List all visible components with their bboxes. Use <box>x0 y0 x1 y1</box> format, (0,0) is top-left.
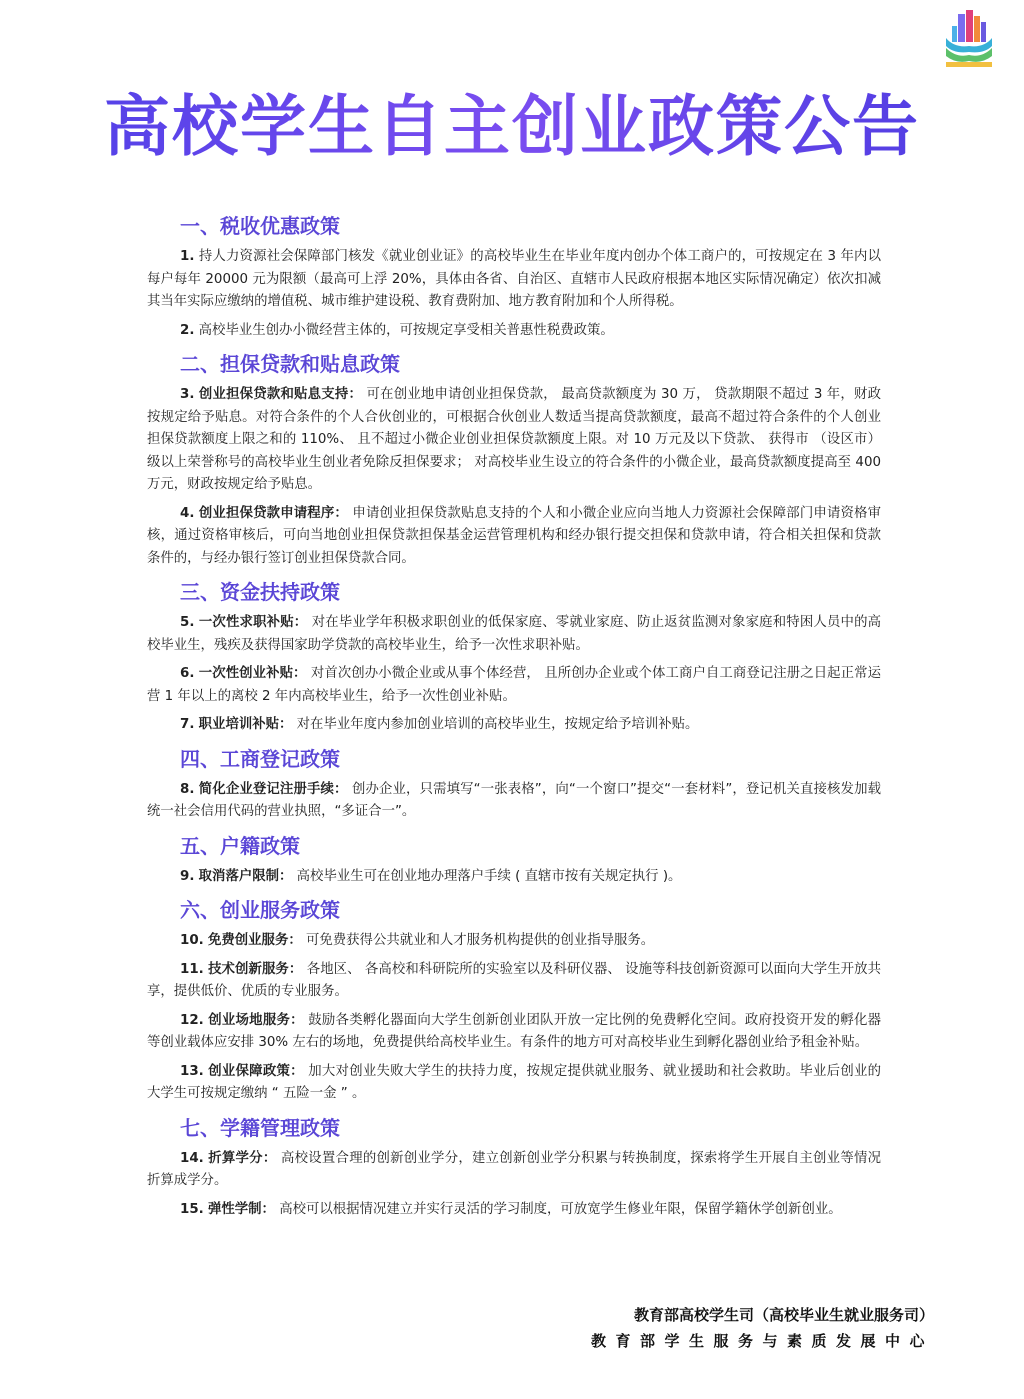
policy-section <box>147 350 881 570</box>
policy-item <box>147 384 881 497</box>
item-text: 申请创业担保贷款贴息支持的个人和小微企业应向当地人力资源社会保障部门申请资格审核，通过资格审核后，可向当地创业担保贷款担保基金运营管理机构和经办银行提交担保和贷款申请，符合相关担保和贷款条件的，与经办银行签订创业担保贷款合同。 <box>147 505 882 566</box>
item-lead: 创业场地服务： <box>208 1012 304 1028</box>
item-number: 15. <box>180 1201 204 1217</box>
item-lead: 创业担保贷款申请程序： <box>198 505 348 521</box>
item-text: 高校毕业生创办小微经营主体的，可按规定享受相关普惠性税费政策。 <box>198 322 614 338</box>
item-text: 高校可以根据情况建立并实行灵活的学习制度，可放宽学生修业年限，保留学籍休学创新创业。 <box>279 1201 842 1217</box>
item-lead: 折算学分： <box>208 1150 277 1166</box>
section-heading: 一、税收优惠政策 <box>180 214 340 238</box>
policy-section <box>147 745 881 824</box>
section-heading: 七、学籍管理政策 <box>180 1115 340 1140</box>
item-number: 11. <box>180 961 204 977</box>
item-number: 4. <box>180 505 195 521</box>
item-text: 各地区、 各高校和科研院所的实验室以及科研仪器、 设施等科技创新资源可以面向大学生开放共享，提供低价、优质的专业服务。 <box>147 961 882 999</box>
policy-item <box>147 246 881 314</box>
item-number: 12. <box>180 1012 204 1028</box>
policy-item <box>147 1010 881 1055</box>
item-number: 7. <box>180 717 195 732</box>
item-lead: 职业培训补贴： <box>198 717 293 732</box>
policy-section <box>147 832 881 889</box>
issuer-footer <box>591 1302 934 1354</box>
city-buildings-logo-icon <box>944 8 994 68</box>
item-text: 对首次创办小微企业或从事个体经营， 且所创办企业或个体工商户自工商登记注册之日起正常运营 1 年以上的离校 2 年内高校毕业生，给予一次性创业补贴。 <box>147 666 881 704</box>
item-text: 可在创业地申请创业担保贷款， 最高贷款额度为 30 万， 贷款期限不超过 3 年，财政按规定给予贴息。对符合条件的个人合伙创业的，可根据合伙创业人数适当提高贷款额度，最高不超过符合条件的个人创业担保贷款额度上限之和的 110%、 且不超过小微企业创业担保贷款额度上限。对 10 万元及以下贷款、 获得市 （设区市） 级以上荣誉称号的高校毕业生创业者免除反担保要求； 对高校毕业生设立的符合条件的小微企业，最高贷款额度提高至 400 万元，财政按规定给予贴息。 <box>147 387 881 492</box>
item-number: 6. <box>180 666 195 681</box>
item-number: 10. <box>180 933 204 948</box>
page-title: 高校学生自主创业政策公告 <box>0 86 1024 166</box>
policy-section <box>147 578 881 737</box>
item-lead: 取消落户限制： <box>198 868 293 884</box>
policy-item <box>147 714 881 737</box>
section-heading: 五、户籍政策 <box>180 833 300 858</box>
item-text: 高校设置合理的创新创业学分，建立创新创业学分积累与转换制度，探索将学生开展自主创业等情况折算成学分。 <box>147 1150 881 1188</box>
policy-item <box>147 612 881 657</box>
issuer-line-1: 教育部高校学生司（高校毕业生就业服务司） <box>633 1306 934 1324</box>
policy-item <box>147 779 881 824</box>
policy-section <box>147 896 881 1106</box>
item-lead: 创业担保贷款和贴息支持： <box>198 387 363 402</box>
policy-item <box>147 1148 881 1193</box>
section-heading: 三、资金扶持政策 <box>180 580 340 604</box>
item-number: 2. <box>180 322 195 338</box>
item-text: 加大对创业失败大学生的扶持力度，按规定提供就业服务、就业援助和社会救助。毕业后创业的大学生可按规定缴纳 “ 五险一金 ” 。 <box>147 1063 881 1101</box>
item-lead: 创业保障政策： <box>208 1063 304 1079</box>
item-number: 14. <box>180 1150 204 1166</box>
policy-item <box>147 959 881 1004</box>
item-number: 9. <box>180 868 195 884</box>
policy-item <box>147 503 881 571</box>
section-heading: 四、工商登记政策 <box>180 746 340 771</box>
item-number: 8. <box>180 781 195 797</box>
item-number: 13. <box>180 1063 204 1079</box>
policy-section <box>147 1114 881 1222</box>
policy-item <box>147 866 881 889</box>
item-text: 持人力资源社会保障部门核发《就业创业证》的高校毕业生在毕业年度内创办个体工商户的，可按规定在 3 年内以每户每年 20000 元为限额（最高可上浮 20%，具体由各省、自治区、直辖市人民政府根据本地区实际情况确定）依次扣减其当年实际应缴纳的增值税、城市维护建设税、教育费附加、地方教育附加和个人所得税。 <box>147 249 881 309</box>
item-number: 3. <box>180 387 195 402</box>
item-number: 5. <box>180 615 195 630</box>
item-lead: 一次性求职补贴： <box>198 615 308 630</box>
policy-content <box>147 212 881 1229</box>
item-text: 对在毕业学年积极求职创业的低保家庭、零就业家庭、防止返贫监测对象家庭和特困人员中的高校毕业生，残疾及获得国家助学贷款的高校毕业生，给予一次性求职补贴。 <box>147 615 882 653</box>
item-lead: 免费创业服务： <box>208 933 302 948</box>
policy-item <box>147 930 881 953</box>
item-lead: 技术创新服务： <box>208 961 303 977</box>
policy-item <box>147 1061 881 1106</box>
item-text: 创办企业，只需填写“一张表格”，向“一个窗口”提交“一套材料”，登记机关直接核发加载统一社会信用代码的营业执照，“多证合一”。 <box>147 781 881 819</box>
item-lead: 简化企业登记注册手续： <box>198 781 348 797</box>
section-heading: 六、创业服务政策 <box>180 898 340 922</box>
section-heading: 二、担保贷款和贴息政策 <box>180 352 400 376</box>
item-text: 对在毕业年度内参加创业培训的高校毕业生，按规定给予培训补贴。 <box>296 717 699 732</box>
item-lead: 弹性学制： <box>208 1201 275 1217</box>
policy-section <box>147 212 881 342</box>
issuer-line-2: 教育部学生服务与素质发展中心 <box>590 1332 934 1350</box>
item-text: 高校毕业生可在创业地办理落户手续 ( 直辖市按有关规定执行 )。 <box>296 868 682 884</box>
item-lead: 一次性创业补贴： <box>198 666 307 681</box>
policy-item <box>147 1199 881 1222</box>
policy-item <box>147 663 881 708</box>
item-text: 鼓励各类孵化器面向大学生创新创业团队开放一定比例的免费孵化空间。政府投资开发的孵化器等创业载体应安排 30% 左右的场地，免费提供给高校毕业生。有条件的地方可对高校毕业生到孵化器创业给予租金补贴。 <box>147 1012 881 1050</box>
item-text: 可免费获得公共就业和人才服务机构提供的创业指导服务。 <box>306 933 655 948</box>
item-number: 1. <box>180 249 195 264</box>
policy-item <box>147 320 881 343</box>
